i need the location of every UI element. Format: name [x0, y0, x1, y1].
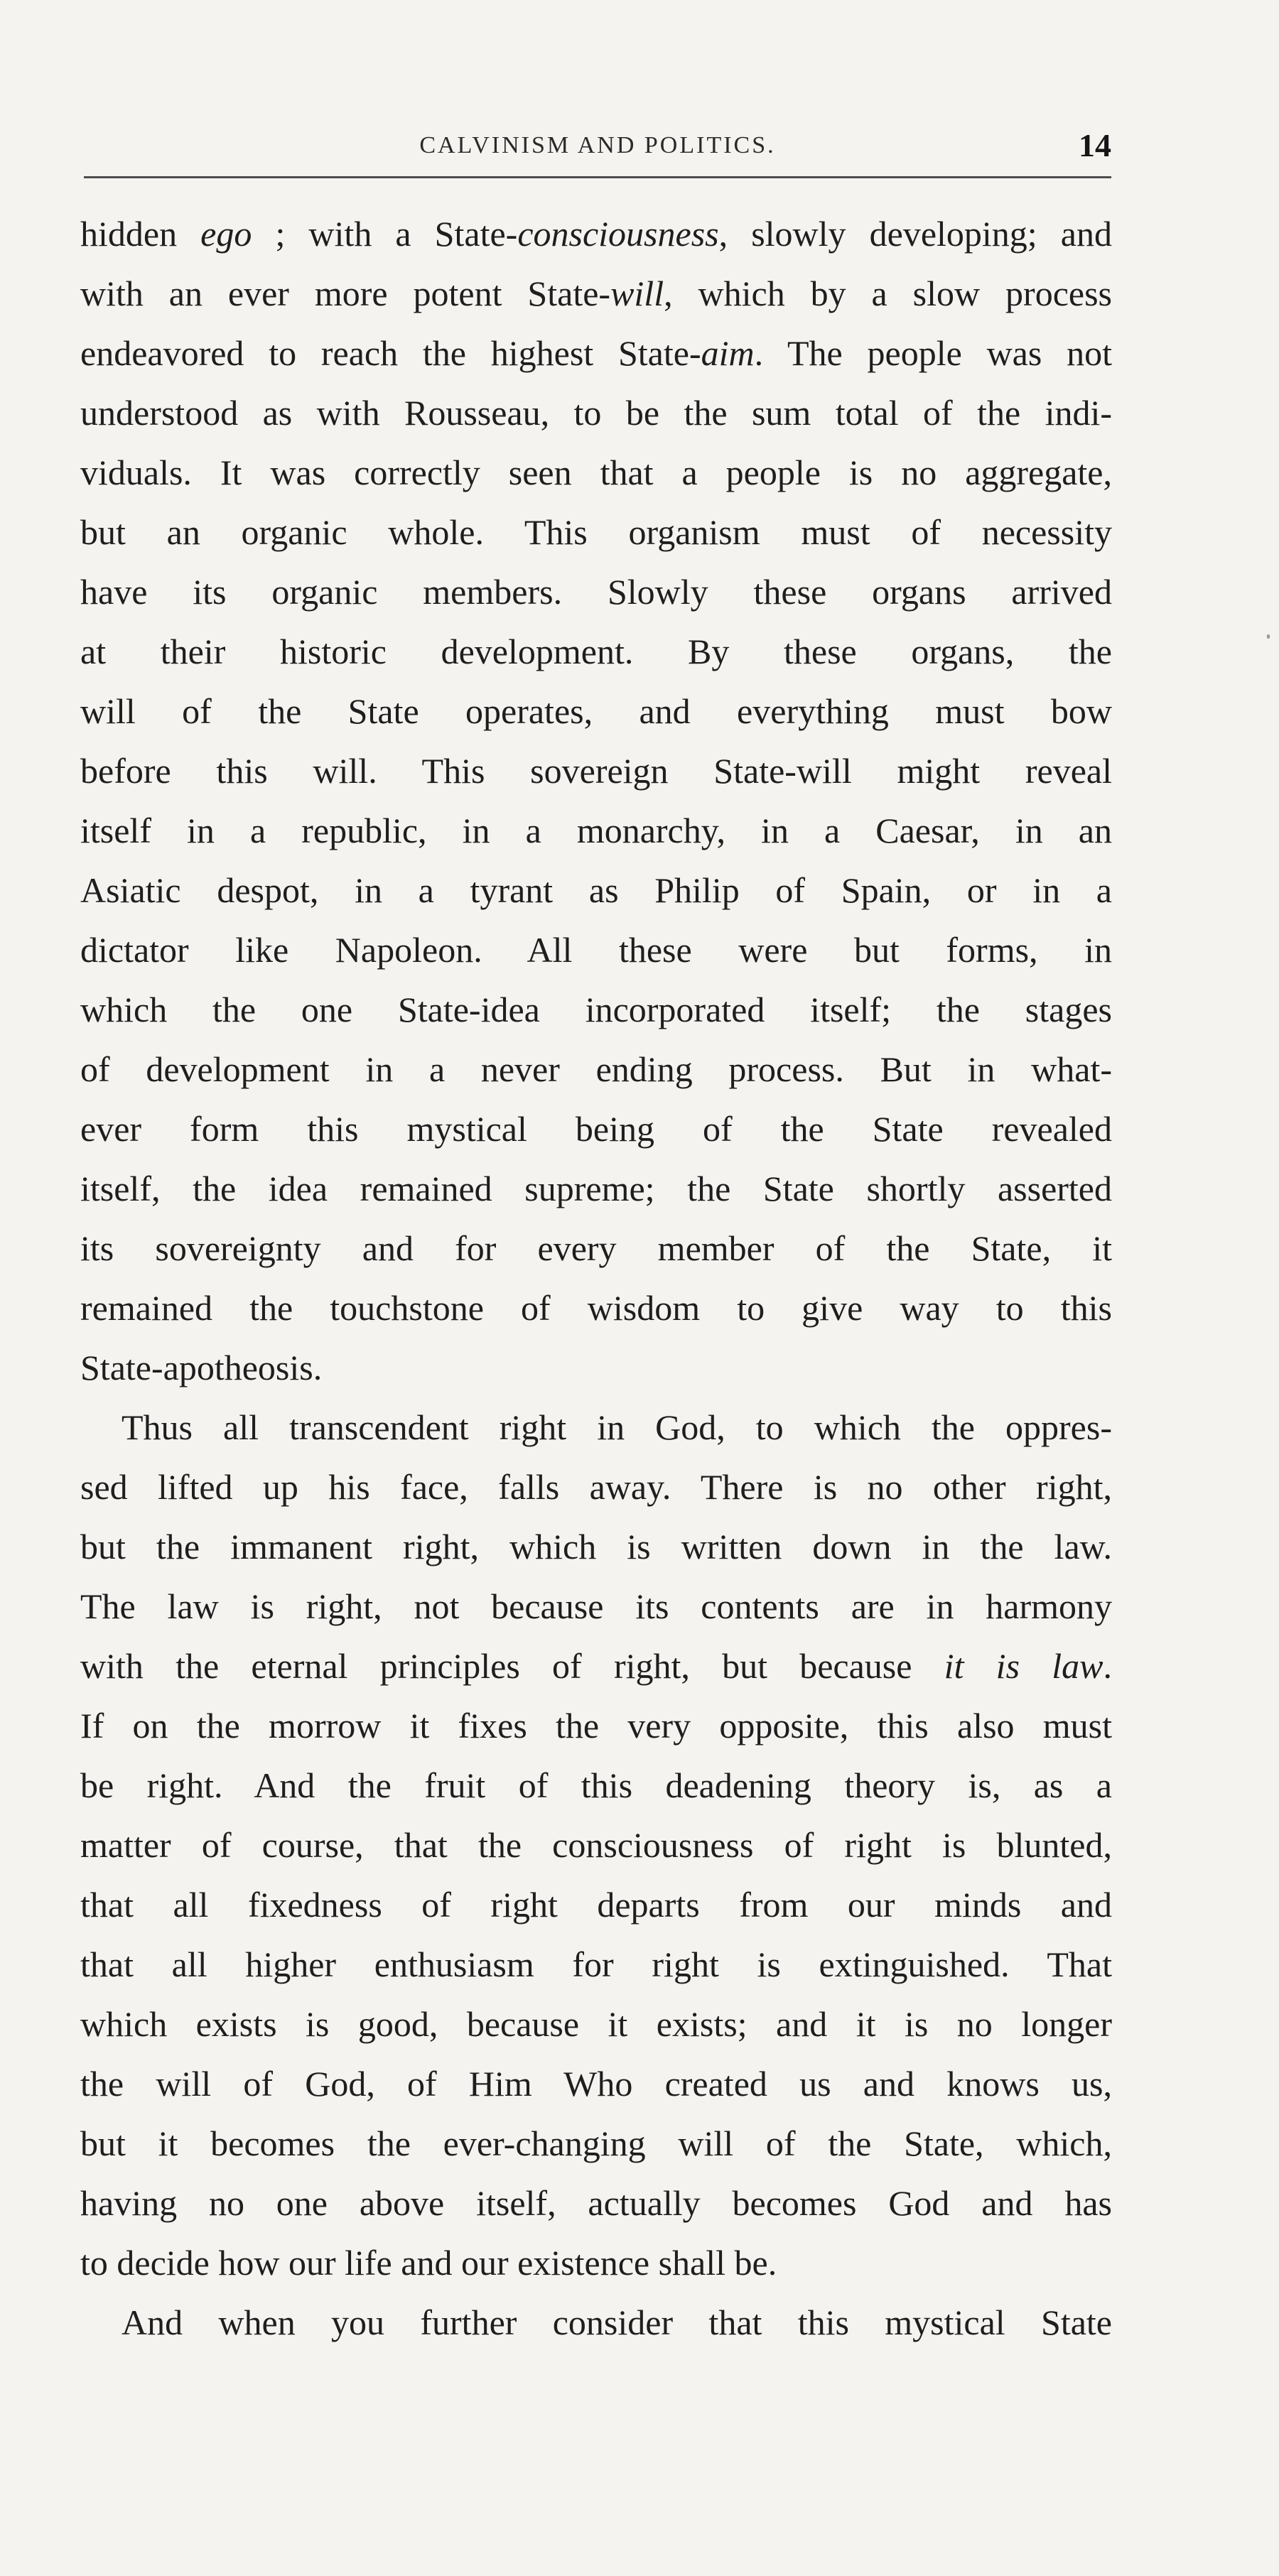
paper-speck — [1267, 634, 1270, 639]
text-run: but an organic whole. This organism must of necessity — [80, 512, 1112, 552]
text-line — [80, 1576, 1112, 1636]
text-run: . — [1103, 1646, 1112, 1686]
running-title: CALVINISM AND POLITICS. — [419, 132, 776, 158]
text-run: And when you further consider that this mystical State — [122, 2302, 1112, 2342]
text-run: hidden — [80, 214, 201, 254]
text-run: its sovereignty and for every member of the State, it — [80, 1228, 1112, 1268]
text-line — [80, 323, 1112, 383]
text-run: have its organic members. Slowly these organs arrived — [80, 572, 1112, 612]
paragraph — [80, 1397, 1112, 2293]
text-run: ever form this mystical being of the State revealed — [80, 1109, 1112, 1149]
text-line — [80, 1755, 1112, 1815]
text-line — [80, 1934, 1112, 1994]
text-run: with an ever more potent State- — [80, 274, 611, 313]
text-line — [80, 1517, 1112, 1576]
text-run: that all fixedness of right departs from our minds and — [80, 1885, 1112, 1925]
text-run: of development in a never ending process. But in what- — [80, 1049, 1112, 1089]
text-run: which the one State-idea incorporated itself; the stages — [80, 990, 1112, 1029]
text-run: endeavored to reach the highest State- — [80, 333, 701, 373]
text-line — [80, 1815, 1112, 1875]
text-run: The law is right, not because its contents are in harmony — [80, 1586, 1112, 1626]
text-line — [80, 1099, 1112, 1159]
text-run: understood as with Rousseau, to be the sum total of the indi- — [80, 393, 1112, 433]
italic-run: aim — [701, 333, 755, 373]
text-line — [80, 1278, 1112, 1338]
text-run: dictator like Napoleon. All these were but forms, in — [80, 930, 1112, 970]
text-line — [80, 980, 1112, 1039]
text-line — [80, 801, 1112, 860]
text-run: that all higher enthusiasm for right is extinguished. That — [80, 1944, 1112, 1984]
text-run: but it becomes the ever-changing will of the State, which, — [80, 2123, 1112, 2163]
text-run: will of the State operates, and everything must bow — [80, 691, 1112, 731]
text-line — [80, 1397, 1112, 1457]
italic-run: ego — [200, 214, 252, 254]
text-run: itself, the idea remained supreme; the State shortly asserted — [80, 1169, 1112, 1208]
text-line — [80, 1159, 1112, 1218]
text-run: ; with a State- — [252, 214, 518, 254]
text-line — [80, 204, 1112, 264]
body-text — [80, 204, 1112, 2352]
text-line — [80, 622, 1112, 681]
text-line — [80, 2293, 1112, 2352]
italic-run: consciousness — [517, 214, 719, 254]
text-run: . The people was not — [754, 333, 1112, 373]
italic-run: will — [610, 274, 664, 313]
text-line — [80, 1039, 1112, 1099]
text-run: before this will. This sovereign State-will might reveal — [80, 751, 1112, 791]
header-rule — [84, 176, 1111, 178]
paragraph — [80, 2293, 1112, 2352]
text-run: to decide how our life and our existence shall be. — [80, 2243, 777, 2283]
italic-run: it is law — [944, 1646, 1103, 1686]
text-line — [80, 1994, 1112, 2054]
text-line — [80, 1636, 1112, 1696]
running-head — [84, 126, 1111, 169]
text-run: If on the morrow it fixes the very opposite, this also must — [80, 1706, 1112, 1746]
text-line — [80, 2054, 1112, 2114]
text-line — [80, 264, 1112, 323]
text-line — [80, 562, 1112, 622]
text-run: having no one above itself, actually becomes God and has — [80, 2183, 1112, 2223]
text-run: but the immanent right, which is written down in the law. — [80, 1527, 1112, 1566]
text-line — [80, 383, 1112, 443]
text-run: remained the touchstone of wisdom to give way to this — [80, 1288, 1112, 1328]
text-run: the will of God, of Him Who created us and knows us, — [80, 2064, 1112, 2104]
text-line — [80, 502, 1112, 562]
text-run: , which by a slow process — [664, 274, 1112, 313]
page-number: 14 — [1079, 127, 1111, 163]
text-line — [80, 741, 1112, 801]
text-line — [80, 1875, 1112, 1934]
text-line — [80, 1338, 1112, 1397]
text-run: sed lifted up his face, falls away. There is no other right, — [80, 1467, 1112, 1507]
text-run: Thus all transcendent right in God, to which the oppres- — [122, 1407, 1112, 1447]
text-line — [80, 681, 1112, 741]
text-run: State-apotheosis. — [80, 1348, 323, 1387]
paragraph — [80, 204, 1112, 1397]
text-run: Asiatic despot, in a tyrant as Philip of Spain, or in a — [80, 870, 1112, 910]
text-line — [80, 2233, 1112, 2293]
text-run: , slowly developing; and — [718, 214, 1112, 254]
text-line — [80, 1218, 1112, 1278]
text-line — [80, 1457, 1112, 1517]
text-run: itself in a republic, in a monarchy, in a Caesar, in an — [80, 811, 1112, 850]
text-run: which exists is good, because it exists; and it is no longer — [80, 2004, 1112, 2044]
text-run: with the eternal principles of right, but because — [80, 1646, 944, 1686]
text-line — [80, 860, 1112, 920]
text-run: be right. And the fruit of this deadening theory is, as a — [80, 1765, 1112, 1805]
text-run: at their historic development. By these organs, the — [80, 632, 1112, 671]
text-line — [80, 1696, 1112, 1755]
text-run: matter of course, that the consciousness of right is blunted, — [80, 1825, 1112, 1865]
text-line — [80, 2114, 1112, 2173]
text-run: viduals. It was correctly seen that a people is no aggregate, — [80, 453, 1112, 492]
text-line — [80, 443, 1112, 502]
text-line — [80, 2173, 1112, 2233]
text-line — [80, 920, 1112, 980]
